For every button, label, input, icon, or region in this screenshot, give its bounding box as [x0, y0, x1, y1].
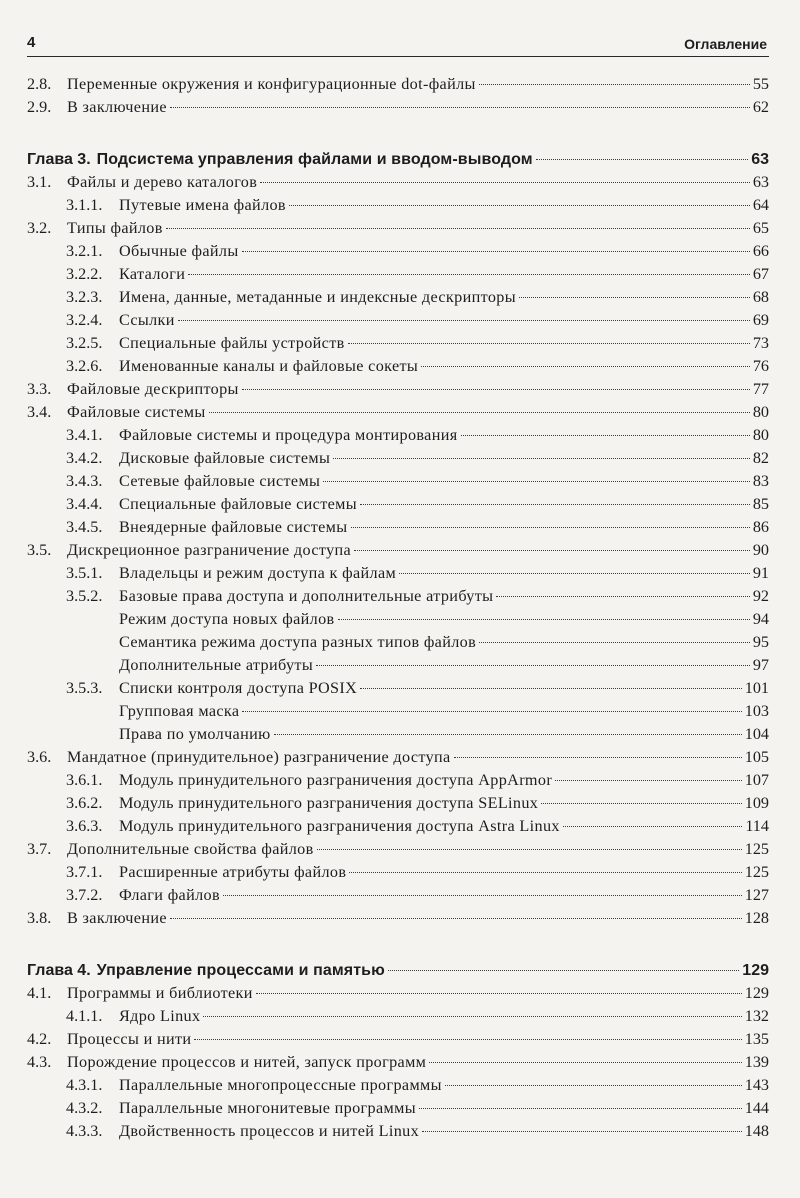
dot-leader [445, 1084, 742, 1086]
dot-leader [360, 503, 750, 505]
entry-number: 3.4.4. [66, 495, 103, 513]
entry-number: 4.3.2. [66, 1099, 103, 1117]
dot-leader [419, 1107, 742, 1109]
entry-title: Дискреционное разграничение доступа [67, 541, 352, 559]
entry-title: Модуль принудительного разграничения доступа SELinux [119, 794, 539, 812]
entry-page: 68 [752, 288, 769, 306]
dot-leader [479, 641, 750, 643]
entry-title: Имена, данные, метаданные и индексные дескрипторы [119, 288, 516, 306]
entry-title: Дополнительные атрибуты [119, 656, 314, 674]
toc-entry[interactable] [27, 861, 769, 884]
toc-entry[interactable] [27, 73, 769, 96]
dot-leader [429, 1061, 741, 1063]
entry-page: 132 [744, 1007, 769, 1025]
entry-title: Специальные файлы устройств [119, 334, 345, 352]
entry-page: 63 [752, 173, 769, 191]
entry-page: 91 [752, 564, 769, 582]
entry-number: 3.4.3. [66, 472, 103, 490]
toc-entry[interactable] [27, 309, 769, 332]
entry-page: 73 [752, 334, 769, 352]
entry-page: 76 [752, 357, 769, 375]
page-number: 4 [27, 34, 36, 51]
entry-title: Именованные каналы и файловые сокеты [119, 357, 419, 375]
entry-number: 3.3. [27, 380, 52, 398]
toc-entry[interactable] [27, 424, 769, 447]
toc-entry[interactable] [27, 263, 769, 286]
toc-entry[interactable] [27, 96, 769, 119]
dot-leader [422, 1130, 742, 1132]
toc-entry[interactable] [27, 539, 769, 562]
entry-page: 107 [744, 771, 769, 789]
entry-title: Файлы и дерево каталогов [67, 173, 258, 191]
entry-number: 3.2.3. [66, 288, 103, 306]
chapter-title: Подсистема управления файлами и вводом-выводом [96, 151, 533, 168]
toc-entry[interactable] [27, 217, 769, 240]
toc-entry[interactable] [27, 769, 769, 792]
dot-leader [496, 595, 749, 597]
entry-page: 55 [752, 75, 769, 93]
toc-entry[interactable] [27, 240, 769, 263]
entry-page: 66 [752, 242, 769, 260]
entry-number: 3.1.1. [66, 196, 103, 214]
entry-title: Внеядерные файловые системы [119, 518, 348, 536]
entry-number: 3.5.2. [66, 587, 103, 605]
entry-number: 3.6.2. [66, 794, 103, 812]
entry-title: Обычные файлы [119, 242, 239, 260]
dot-leader [289, 204, 750, 206]
toc-entry[interactable] [27, 746, 769, 769]
dot-leader [555, 779, 742, 781]
entry-number: 4.1. [27, 984, 52, 1002]
entry-number: 3.2.6. [66, 357, 103, 375]
entry-number: 3.2.4. [66, 311, 103, 329]
entry-title: Программы и библиотеки [67, 984, 253, 1002]
toc-entry[interactable] [27, 723, 769, 746]
dot-leader [209, 411, 750, 413]
dot-leader [242, 250, 750, 252]
toc-chapter-3[interactable] [27, 148, 769, 171]
entry-page: 63 [751, 151, 769, 168]
entry-page: 125 [744, 840, 769, 858]
dot-leader [519, 296, 750, 298]
dot-leader [194, 1038, 741, 1040]
dot-leader [323, 480, 750, 482]
toc-entry[interactable] [27, 677, 769, 700]
dot-leader [274, 733, 742, 735]
entry-title: Мандатное (принудительное) разграничение доступа [67, 748, 451, 766]
dot-leader [317, 848, 742, 850]
toc-entry[interactable] [27, 792, 769, 815]
dot-leader [388, 969, 739, 971]
entry-page: 83 [752, 472, 769, 490]
entry-page: 97 [752, 656, 769, 674]
toc-entry[interactable] [27, 982, 769, 1005]
entry-number: 3.2.1. [66, 242, 103, 260]
entry-title: Типы файлов [67, 219, 163, 237]
toc-entry[interactable] [27, 470, 769, 493]
entry-number: 3.4. [27, 403, 52, 421]
entry-page: 101 [744, 679, 769, 697]
toc-entry[interactable] [27, 608, 769, 631]
entry-title: Параллельные многопроцессные программы [119, 1076, 442, 1094]
entry-number: 3.7.1. [66, 863, 103, 881]
entry-page: 90 [752, 541, 769, 559]
toc-entry[interactable] [27, 378, 769, 401]
entry-page: 128 [744, 909, 769, 927]
toc-entry[interactable] [27, 355, 769, 378]
entry-page: 127 [744, 886, 769, 904]
dot-leader [479, 83, 750, 85]
entry-number: 3.5.3. [66, 679, 103, 697]
entry-number: 3.1. [27, 173, 52, 191]
table-of-contents [27, 73, 769, 1143]
entry-number: 3.7.2. [66, 886, 103, 904]
entry-title: Расширенные атрибуты файлов [119, 863, 347, 881]
entry-page: 82 [752, 449, 769, 467]
running-title: Оглавление [684, 36, 767, 52]
entry-title: Модуль принудительного разграничения доступа AppArmor [119, 771, 553, 789]
toc-entry[interactable] [27, 171, 769, 194]
entry-number: 3.4.2. [66, 449, 103, 467]
dot-leader [349, 871, 741, 873]
entry-number: 3.8. [27, 909, 52, 927]
dot-leader [223, 894, 742, 896]
entry-title: Сетевые файловые системы [119, 472, 321, 490]
toc-entry[interactable] [27, 332, 769, 355]
entry-page: 103 [744, 702, 769, 720]
dot-leader [203, 1015, 741, 1017]
toc-entry[interactable] [27, 631, 769, 654]
entry-title: Ссылки [119, 311, 175, 329]
entry-title: Параллельные многонитевые программы [119, 1099, 416, 1117]
dot-leader [454, 756, 742, 758]
entry-title: Владельцы и режим доступа к файлам [119, 564, 397, 582]
entry-title: Права по умолчанию [119, 725, 271, 743]
entry-page: 95 [752, 633, 769, 651]
dot-leader [421, 365, 750, 367]
entry-number: 4.3. [27, 1053, 52, 1071]
entry-number: 3.5. [27, 541, 52, 559]
entry-number: 4.3.3. [66, 1122, 103, 1140]
dot-leader [170, 917, 742, 919]
toc-entry[interactable] [27, 401, 769, 424]
entry-number: 4.2. [27, 1030, 52, 1048]
dot-leader [399, 572, 750, 574]
toc-entry[interactable] [27, 562, 769, 585]
entry-number: 3.4.5. [66, 518, 103, 536]
entry-title: Файловые дескрипторы [67, 380, 239, 398]
dot-leader [242, 710, 741, 712]
toc-entry[interactable] [27, 1097, 769, 1120]
dot-leader [348, 342, 750, 344]
entry-title: Модуль принудительного разграничения доступа Astra Linux [119, 817, 560, 835]
entry-title: Дополнительные свойства файлов [67, 840, 314, 858]
dot-leader [170, 106, 750, 108]
entry-page: 86 [752, 518, 769, 536]
entry-page: 139 [744, 1053, 769, 1071]
toc-entry[interactable] [27, 1005, 769, 1028]
entry-number: 3.6.1. [66, 771, 103, 789]
entry-page: 80 [752, 403, 769, 421]
entry-title: Флаги файлов [119, 886, 220, 904]
entry-title: Файловые системы и процедура монтирования [119, 426, 458, 444]
entry-page: 148 [744, 1122, 769, 1140]
chapter-title: Управление процессами и памятью [96, 962, 385, 979]
dot-leader [354, 549, 750, 551]
dot-leader [260, 181, 750, 183]
entry-page: 85 [752, 495, 769, 513]
entry-title: Семантика режима доступа разных типов файлов [119, 633, 477, 651]
entry-title: Переменные окружения и конфигурационные dot-файлы [67, 75, 476, 93]
entry-page: 69 [752, 311, 769, 329]
chapter-number: Глава 3. [27, 151, 91, 168]
page-header [27, 32, 769, 57]
entry-title: Дисковые файловые системы [119, 449, 331, 467]
entry-number: 3.2.2. [66, 265, 103, 283]
toc-entry[interactable] [27, 815, 769, 838]
toc-entry[interactable] [27, 838, 769, 861]
entry-number: 4.3.1. [66, 1076, 103, 1094]
entry-number: 3.2. [27, 219, 52, 237]
entry-number: 2.9. [27, 98, 52, 116]
dot-leader [316, 664, 750, 666]
entry-page: 67 [752, 265, 769, 283]
entry-title: В заключение [67, 98, 167, 116]
entry-number: 2.8. [27, 75, 52, 93]
entry-page: 114 [745, 817, 769, 835]
entry-page: 135 [744, 1030, 769, 1048]
toc-entry[interactable] [27, 907, 769, 930]
chapter-number: Глава 4. [27, 962, 91, 979]
entry-title: Двойственность процессов и нитей Linux [119, 1122, 420, 1140]
dot-leader [360, 687, 742, 689]
entry-number: 3.7. [27, 840, 52, 858]
toc-entry[interactable] [27, 516, 769, 539]
entry-page: 143 [744, 1076, 769, 1094]
entry-title: Специальные файловые системы [119, 495, 357, 513]
entry-number: 3.6.3. [66, 817, 103, 835]
entry-title: Базовые права доступа и дополнительные атрибуты [119, 587, 494, 605]
toc-chapter-4[interactable] [27, 959, 769, 982]
entry-title: Порождение процессов и нитей, запуск программ [67, 1053, 427, 1071]
entry-page: 109 [744, 794, 769, 812]
entry-page: 64 [752, 196, 769, 214]
dot-leader [461, 434, 750, 436]
toc-entry[interactable] [27, 493, 769, 516]
toc-entry[interactable] [27, 1120, 769, 1143]
entry-page: 77 [752, 380, 769, 398]
entry-number: 3.2.5. [66, 334, 103, 352]
entry-page: 94 [752, 610, 769, 628]
entry-number: 3.4.1. [66, 426, 103, 444]
toc-entry[interactable] [27, 286, 769, 309]
dot-leader [563, 825, 742, 827]
dot-leader [351, 526, 750, 528]
dot-leader [242, 388, 750, 390]
entry-title: Каталоги [119, 265, 186, 283]
entry-title: Файловые системы [67, 403, 206, 421]
dot-leader [188, 273, 750, 275]
dot-leader [338, 618, 750, 620]
entry-number: 4.1.1. [66, 1007, 103, 1025]
entry-page: 129 [742, 962, 769, 979]
toc-entry[interactable] [27, 585, 769, 608]
entry-title: Процессы и нити [67, 1030, 192, 1048]
entry-page: 62 [752, 98, 769, 116]
entry-title: Ядро Linux [119, 1007, 201, 1025]
entry-title: Списки контроля доступа POSIX [119, 679, 358, 697]
entry-page: 129 [744, 984, 769, 1002]
dot-leader [333, 457, 750, 459]
dot-leader [256, 992, 742, 994]
entry-title: В заключение [67, 909, 167, 927]
entry-page: 105 [744, 748, 769, 766]
entry-number: 3.5.1. [66, 564, 103, 582]
entry-page: 92 [752, 587, 769, 605]
toc-entry[interactable] [27, 1051, 769, 1074]
entry-page: 80 [752, 426, 769, 444]
dot-leader [536, 158, 748, 160]
toc-entry[interactable] [27, 700, 769, 723]
entry-page: 65 [752, 219, 769, 237]
toc-entry[interactable] [27, 194, 769, 217]
toc-entry[interactable] [27, 1028, 769, 1051]
dot-leader [166, 227, 750, 229]
entry-page: 104 [744, 725, 769, 743]
entry-page: 125 [744, 863, 769, 881]
toc-entry[interactable] [27, 884, 769, 907]
dot-leader [541, 802, 741, 804]
entry-title: Режим доступа новых файлов [119, 610, 335, 628]
dot-leader [178, 319, 750, 321]
entry-page: 144 [744, 1099, 769, 1117]
entry-title: Групповая маска [119, 702, 240, 720]
entry-title: Путевые имена файлов [119, 196, 286, 214]
entry-number: 3.6. [27, 748, 52, 766]
toc-entry[interactable] [27, 654, 769, 677]
toc-entry[interactable] [27, 1074, 769, 1097]
toc-entry[interactable] [27, 447, 769, 470]
